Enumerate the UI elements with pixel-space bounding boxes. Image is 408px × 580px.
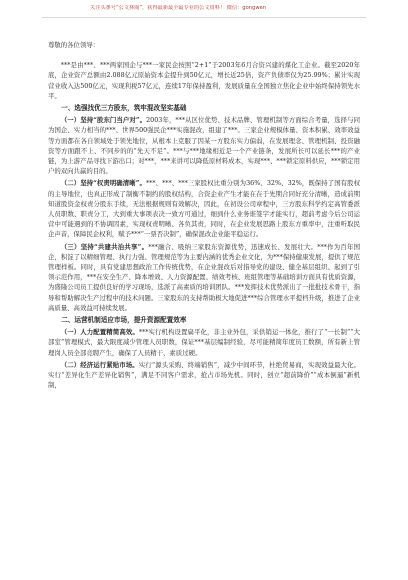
header-divider xyxy=(42,17,366,18)
section-2-item-1-title: （一）人力配置精简高效。 xyxy=(60,328,139,337)
section-1-item-1 xyxy=(48,115,360,176)
section-1-item-3-title: （三）坚持“共建共治共享”。 xyxy=(60,242,149,251)
section-2-heading: 二、运营机制适应市场，提升资源配置效率 xyxy=(61,316,187,325)
section-1-item-1-body: 2003年，***从区位优势、技术品牌、管理机制等方面综合考量，选择与同为国企、实力相当的***、世界500强民企***实施混改，组建了***。三家企业规模体量、资本积累、效率效益等方面都在各自领域处于领先地位，从根本上克服了因某一方股东实力偏弱，在发展理念、管理机制、投资融资等方面跟不上、不同步的的“先天不足”。***与***地缘相近是一个产业链条，发展所长可以延长***的产业链，为上游产品寻找下游出口；对***，***来讲可以降低原材料成本，实现***、***锁定原料供应，***锁定用户的双向共赢的目的。 xyxy=(48,116,360,176)
intro-paragraph: ***是由***、***两家国企与***一家民企按照“2+1”于2003年6月合资兴建的煤化工企业。截至2020年底，企业资产总额由2.088亿元原始资本金提升到50亿元，增长近25倍，资产负债率仅为25.99%；累计实现营业收入达500亿元，实现利税57亿元，连续17年保持盈利，发展质量在全国独立焦化企业中始终保持领先水平。 xyxy=(48,61,360,100)
salutation: 尊敬的各位领导： xyxy=(48,41,100,49)
header-banner: 关注头条号“公文林阁”，获得最新最全最专业的公文资料！ 微信：gongwen xyxy=(90,5,267,11)
section-1-item-2-body: ***、***、***三家股权比重分别为36%、32%、32%，既保持了国有股权的主导地位，也真正形成了制衡不制约的股权结构，合资企业产生才能在在于先期合同好充分清晰，造成前期知道股资金权责分股东手续，无法根据规则有效解决，因此，在初设公司章程中，三方股东科学约定高管委派人员职数、职责分工，大到重大事项表决一致方可通过，细到什么业务谁签字才能实行，超前考虑今后公司运营中可能遇到的不协调因素，实现权责明晰、各负其责，同时，在企业发展思路上股东方重率中，注重听取民企声音，保障民企权利，赋予***“一票否决制”，确保混改企业能平稳运行。 xyxy=(48,179,360,239)
section-1-item-1-title: （一）坚持“股东门当户对”。 xyxy=(60,116,147,125)
section-2-item-2-title: （二）经济运行紧贴市场。 xyxy=(60,360,139,369)
section-2-item-2 xyxy=(48,360,360,391)
section-1-item-3-body: ***融合、吸纳三家股东资源优势，迅速成长、发展壮大。***作为百年国企，积淀了以精细管理、执行力强、管理规范等为主要内涵的优秀企业文化，为***保持健康发展，提供了规范管理样板。同时，具有党建思想政治工作传统优势，在企业混改后对指导党的建设、健全基层组织、起到了引领示范作用，***在安全生产、降本增效、人力资源配置、绩效考核、班组管理等基础培训方面具有优质资源，为盛隆公司员工提供良好的学习现场，选派了高素质的培训团队。***发挥技术优势派出了一批批技术骨干，指导和帮助解决生产过程中的技术问题。三家股东的支持帮助极大地促进***综合管理水平提档升级，推进了企业高质量、高效益可持续发展。 xyxy=(48,242,360,312)
section-1-item-3 xyxy=(48,242,360,313)
section-2-item-2-body: 实行“源头采购、终端销售”，减少中间环节，杜绝贸易商，实现效益最大化。实行“差异化生产差异化销售”，满足不同客户需求，抢占市场先机。同时，创立“超前降价”“成本倒逼”新机制， xyxy=(48,360,360,390)
section-1-item-2 xyxy=(48,178,360,239)
section-1-item-2-title: （二）坚持“权责明确清晰”。 xyxy=(60,179,146,188)
section-1-heading: 一、选强找优三方股东，筑牢混改坚实基础 xyxy=(61,104,187,113)
document-body xyxy=(48,40,360,391)
section-2-item-1 xyxy=(48,327,360,358)
section-2-item-1-body: ***实行机构设置扁平化，非主业外包，采供销运一体化，推行了“一长制”“大部室”管理模式，最大限度减少管理人员职数，保证***基层编制经验，尽可能精简年度员工数额，所有新上管理岗人员全部竞聘产生，确保了人员精干、素质过硬。 xyxy=(48,328,361,357)
